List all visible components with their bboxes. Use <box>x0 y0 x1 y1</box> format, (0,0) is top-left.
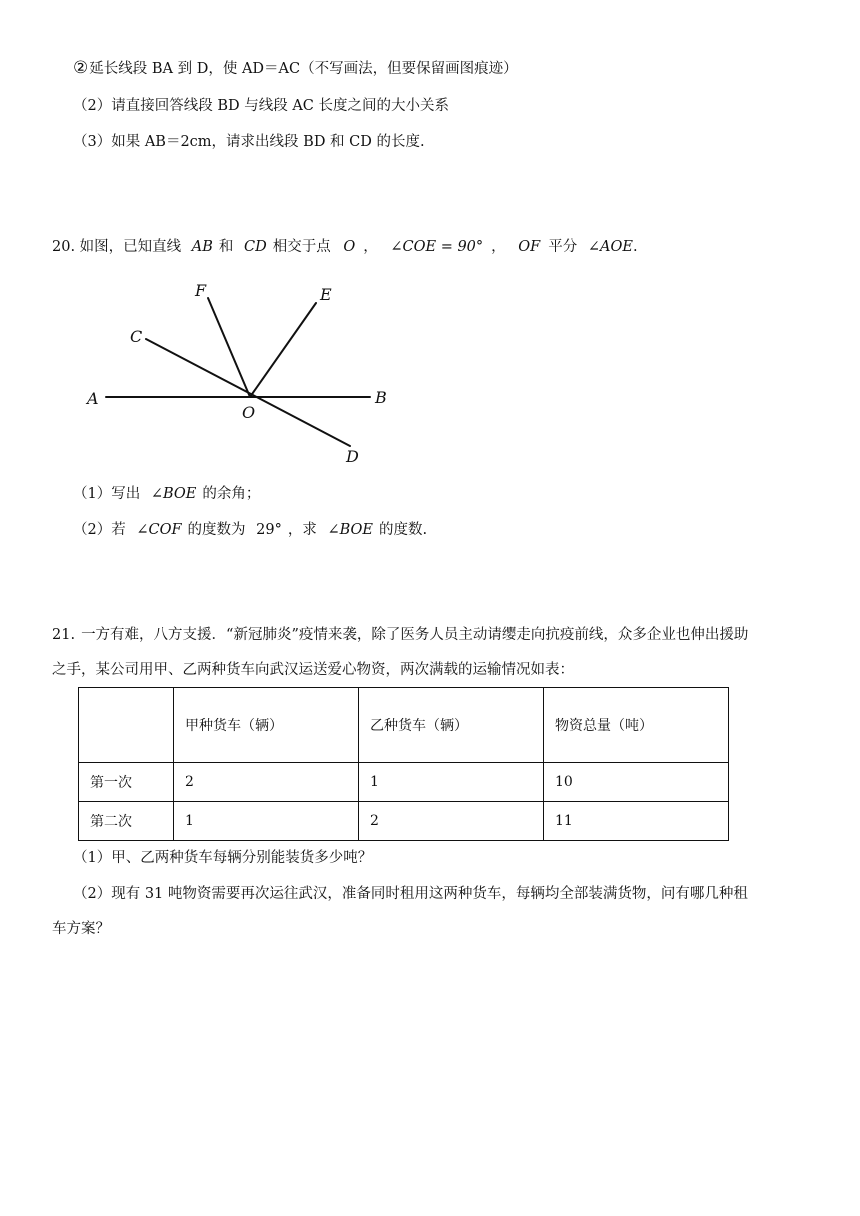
label-a: A <box>87 389 99 408</box>
q21-sub2-line1: （2）现有 31 吨物资需要再次运往武汉，准备同时租用这两种货车，每辆均全部装满货物，问有哪几种租 <box>73 886 748 902</box>
q21-line1-text: 一方有难，八方支援．“新冠肺炎”疫情来袭，除了医务人员主动请缨走向抗疫前线，众多企业也伸出援助 <box>81 627 749 643</box>
label-e: E <box>320 285 332 304</box>
q20-sub2-text-b: 的度数为 <box>187 522 246 538</box>
q20-number: 20. <box>52 239 76 255</box>
q20-text-1: 如图，已知直线 <box>79 239 182 255</box>
q20-sub1-text-a: （1）写出 <box>73 486 141 502</box>
table-header-cell: 乙种货车（辆） <box>359 688 544 763</box>
q21-number: 21. <box>52 627 76 643</box>
table-header-cell: 物资总量（吨） <box>544 688 729 763</box>
table-cell: 第二次 <box>79 802 174 841</box>
table-cell: 11 <box>544 802 729 841</box>
table-cell: 2 <box>359 802 544 841</box>
table-cell: 1 <box>359 763 544 802</box>
q20-text-4: ， <box>363 239 378 255</box>
q20-text-6: 平分 <box>548 239 578 255</box>
q21-sub2-line2: 车方案？ <box>52 921 110 937</box>
q21-sub1: （1）甲、乙两种货车每辆分别能装货多少吨？ <box>73 850 373 866</box>
angle-aoe: ∠AOE <box>587 239 633 255</box>
table-row <box>79 802 729 841</box>
q20-stem <box>52 237 638 257</box>
angle-cof: ∠COF <box>136 522 182 538</box>
q20-sub2 <box>73 520 427 540</box>
angle-coe: ∠COE = 90° <box>390 239 484 255</box>
q20-sub1 <box>73 484 260 504</box>
table-row <box>79 763 729 802</box>
q19-part2: （2）请直接回答线段 BD 与线段 AC 长度之间的大小关系 <box>73 98 450 114</box>
angle-value: 29° <box>256 522 282 538</box>
label-d: D <box>346 447 359 466</box>
line-ab: AB <box>191 239 213 255</box>
q20-text-3: 相交于点 <box>272 239 331 255</box>
label-b: B <box>375 388 387 407</box>
q21-stem-line1 <box>52 625 748 645</box>
geometry-figure <box>80 276 400 471</box>
q21-stem-line2: 之手，某公司用甲、乙两种货车向武汉运送爱心物资，两次满载的运输情况如表： <box>52 662 574 678</box>
q20-text-5: ， <box>491 239 506 255</box>
q20-sub2-text-c: ，求 <box>287 522 317 538</box>
q20-text-7: . <box>632 239 638 255</box>
table-header-row <box>79 688 729 763</box>
q20-sub1-text-b: 的余角； <box>202 486 261 502</box>
label-f: F <box>195 281 207 300</box>
circled-number: ② <box>73 58 89 78</box>
angle-boe-2: ∠BOE <box>327 522 374 538</box>
line-cd: CD <box>244 239 267 255</box>
label-c: C <box>130 327 143 346</box>
q20-sub2-text-a: （2）若 <box>73 522 126 538</box>
table-cell: 2 <box>174 763 359 802</box>
q19-part1-text: 延长线段 BA 到 D，使 AD＝AC（不写画法，但要保留画图痕迹） <box>89 61 518 77</box>
table-cell: 10 <box>544 763 729 802</box>
table-header-cell: 甲种货车（辆） <box>174 688 359 763</box>
ray-of: OF <box>518 239 541 255</box>
point-o: O <box>343 239 356 255</box>
table-header-cell <box>79 688 174 763</box>
angle-boe: ∠BOE <box>150 486 197 502</box>
transport-table <box>78 687 729 841</box>
q19-part3: （3）如果 AB＝2cm，请求出线段 BD 和 CD 的长度. <box>73 134 425 150</box>
table-cell: 1 <box>174 802 359 841</box>
table-cell: 第一次 <box>79 763 174 802</box>
q20-text-2: 和 <box>218 239 234 255</box>
label-o: O <box>242 403 256 422</box>
q20-sub2-text-d: 的度数. <box>379 522 428 538</box>
q19-part1 <box>73 59 518 79</box>
ray-oe <box>250 303 316 397</box>
